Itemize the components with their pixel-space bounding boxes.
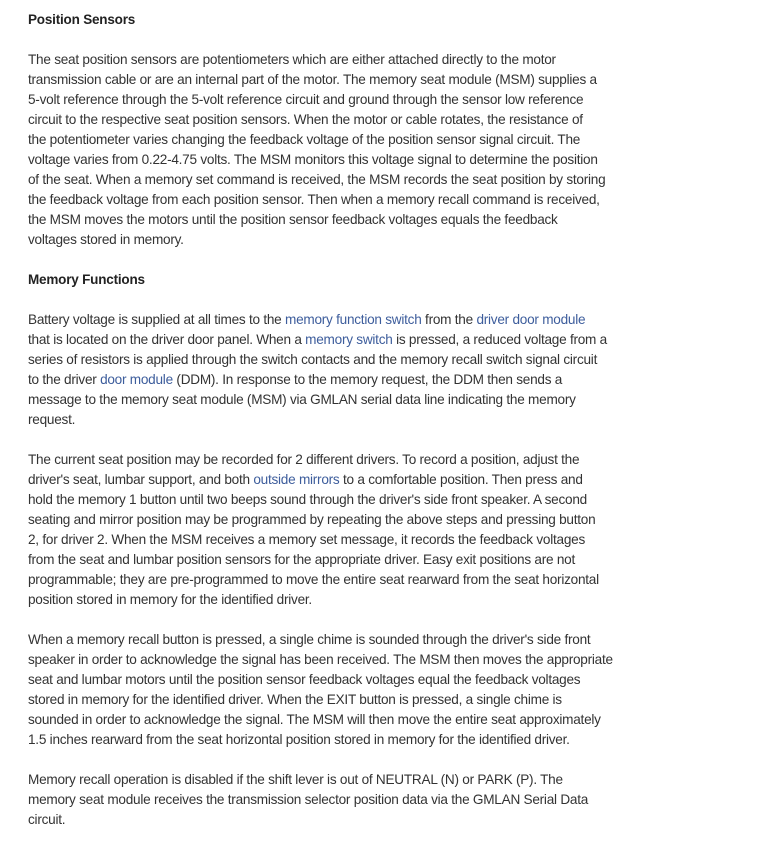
text-segment: to a comfortable position. Then press and <box>339 472 583 487</box>
text-line <box>28 510 768 530</box>
text-line <box>28 170 768 190</box>
text-line <box>28 790 768 810</box>
text-line <box>28 690 768 710</box>
text-segment: Battery voltage is supplied at all times to the <box>28 312 285 327</box>
text-segment: seating and mirror position may be programmed by repeating the above steps and pressing button <box>28 512 596 527</box>
paragraph <box>28 770 768 830</box>
text-segment: (DDM). In response to the memory request, the DDM then sends a <box>172 372 563 387</box>
text-line <box>28 590 768 610</box>
text-segment: from the <box>421 312 477 327</box>
text-line <box>28 650 768 670</box>
text-segment: voltages stored in memory. <box>28 232 184 247</box>
section-heading: Memory Functions <box>28 272 145 287</box>
paragraph <box>28 630 768 750</box>
text-segment: driver's seat, lumbar support, and both <box>28 472 254 487</box>
text-line <box>28 630 768 650</box>
paragraph <box>28 450 768 610</box>
text-line <box>28 350 768 370</box>
text-segment: circuit. <box>28 812 66 827</box>
text-line <box>28 410 768 430</box>
text-segment: message to the memory seat module (MSM) via GMLAN serial data line indicating the memory <box>28 392 576 407</box>
text-segment: The seat position sensors are potentiometers which are either attached directly to the motor <box>28 52 556 67</box>
text-line <box>28 390 768 410</box>
text-segment: When a memory recall button is pressed, a single chime is sounded through the driver's side front <box>28 632 591 647</box>
text-line <box>28 450 768 470</box>
text-segment: sounded in order to acknowledge the signal. The MSM will then move the entire seat approximately <box>28 712 601 727</box>
text-line <box>28 190 768 210</box>
text-line <box>28 730 768 750</box>
text-line <box>28 470 768 490</box>
text-segment: is pressed, a reduced voltage from a <box>392 332 607 347</box>
text-line <box>28 110 768 130</box>
text-segment: The current seat position may be recorded for 2 different drivers. To record a position, adjust the <box>28 452 580 467</box>
text-segment: position stored in memory for the identified driver. <box>28 592 312 607</box>
text-line <box>28 50 768 70</box>
text-segment: seat and lumbar motors until the position sensor feedback voltages equal the feedback voltages <box>28 672 581 687</box>
text-segment: request. <box>28 412 76 427</box>
text-segment: the potentiometer varies changing the feedback voltage of the position sensor signal circuit. The <box>28 132 581 147</box>
text-segment: of the seat. When a memory set command is received, the MSM records the seat position by storing <box>28 172 606 187</box>
text-line <box>28 530 768 550</box>
text-line <box>28 310 768 330</box>
text-line <box>28 210 768 230</box>
text-line <box>28 770 768 790</box>
text-line <box>28 670 768 690</box>
text-segment: the MSM moves the motors until the position sensor feedback voltages equals the feedback <box>28 212 558 227</box>
text-line <box>28 570 768 590</box>
text-line <box>28 370 768 390</box>
text-line <box>28 550 768 570</box>
text-segment: programmable; they are pre-programmed to move the entire seat rearward from the seat horizontal <box>28 572 599 587</box>
glossary-link[interactable]: door module <box>100 372 173 387</box>
text-line <box>28 490 768 510</box>
glossary-link[interactable]: memory switch <box>305 332 393 347</box>
section-heading: Position Sensors <box>28 12 136 27</box>
text-line <box>28 70 768 90</box>
text-line <box>28 130 768 150</box>
text-line <box>28 710 768 730</box>
text-segment: that is located on the driver door panel. When a <box>28 332 306 347</box>
text-segment: memory seat module receives the transmission selector position data via the GMLAN Serial Data <box>28 792 589 807</box>
text-segment: hold the memory 1 button until two beeps sound through the driver's side front speaker. A second <box>28 492 587 507</box>
text-segment: circuit to the respective seat position sensors. When the motor or cable rotates, the resistance of <box>28 112 583 127</box>
paragraph <box>28 50 768 250</box>
text-segment: Memory recall operation is disabled if the shift lever is out of NEUTRAL (N) or PARK (P). The <box>28 772 563 787</box>
text-segment: speaker in order to acknowledge the signal has been received. The MSM then moves the appropriate <box>28 652 613 667</box>
text-segment: voltage varies from 0.22-4.75 volts. The MSM monitors this voltage signal to determine the position <box>28 152 598 167</box>
text-line <box>28 150 768 170</box>
glossary-link[interactable]: memory function switch <box>285 312 422 327</box>
text-line <box>28 810 768 830</box>
text-segment: the feedback voltage from each position sensor. Then when a memory recall command is received, <box>28 192 600 207</box>
text-line <box>28 330 768 350</box>
text-segment: transmission cable or are an internal part of the motor. The memory seat module (MSM) supplies a <box>28 72 597 87</box>
text-line <box>28 230 768 250</box>
text-line <box>28 90 768 110</box>
glossary-link[interactable]: driver door module <box>476 312 586 327</box>
text-segment: series of resistors is applied through the switch contacts and the memory recall switch signal circuit <box>28 352 598 367</box>
text-segment: to the driver <box>28 372 101 387</box>
text-segment: 5-volt reference through the 5-volt reference circuit and ground through the sensor low reference <box>28 92 584 107</box>
paragraph <box>28 310 768 430</box>
glossary-link[interactable]: outside mirrors <box>253 472 340 487</box>
text-segment: stored in memory for the identified driver. When the EXIT button is pressed, a single chime is <box>28 692 562 707</box>
document-body <box>28 10 768 850</box>
text-segment: 1.5 inches rearward from the seat horizontal position stored in memory for the identified driver. <box>28 732 570 747</box>
text-segment: 2, for driver 2. When the MSM receives a memory set message, it records the feedback voltages <box>28 532 585 547</box>
text-segment: from the seat and lumbar position sensors for the appropriate driver. Easy exit positions are not <box>28 552 575 567</box>
